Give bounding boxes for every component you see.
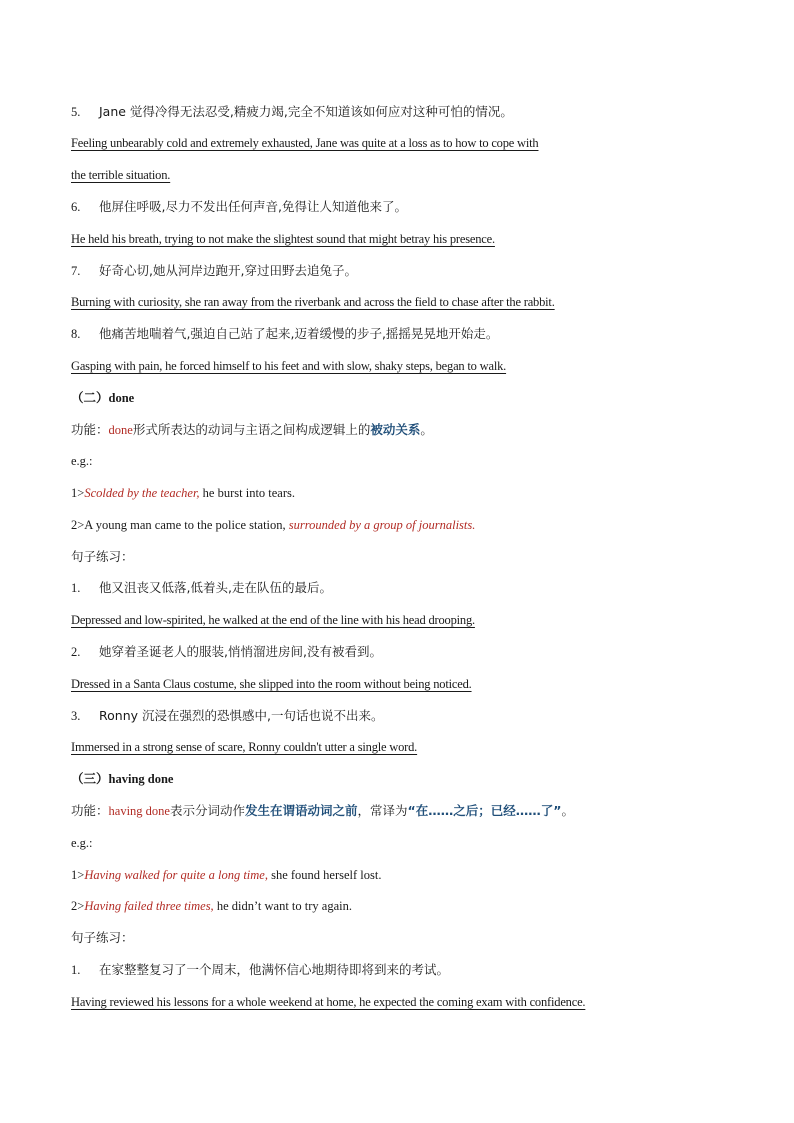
section-function-having-done: 功能：having done表示分词动作发生在谓语动词之前，常译为“在……之后；已经……了”。 (71, 803, 574, 818)
item-5-chinese: 5. Jane 觉得冷得无法忍受,精疲力竭,完全不知道该如何应对这种可怕的情况。 (71, 104, 513, 119)
done-item-2-chinese: 2. 她穿着圣诞老人的服装,悄悄溜进房间,没有被看到。 (71, 644, 382, 659)
item-7-chinese: 7. 好奇心切,她从河岸边跑开,穿过田野去追兔子。 (71, 263, 357, 278)
item-number: 5. (71, 105, 81, 119)
item-6-chinese: 6. 他屏住呼吸,尽力不发出任何声音,免得让人知道他来了。 (71, 199, 407, 214)
done-item-1-answer: Depressed and low-spirited, he walked at the end of the line with his head drooping. (71, 613, 475, 627)
item-number: 1. (71, 581, 81, 595)
item-number: 8. (71, 327, 81, 341)
eg-label: e.g.: (71, 454, 93, 468)
done-item-3-chinese: 3. Ronny 沉浸在强烈的恐惧感中,一句话也说不出来。 (71, 708, 384, 723)
item-number: 2. (71, 645, 81, 659)
eg-label: e.g.: (71, 836, 93, 850)
practice-label: 句子练习： (71, 930, 134, 945)
section-heading-done: （二）done (71, 390, 135, 405)
done-item-2-answer: Dressed in a Santa Claus costume, she slipped into the room without being noticed. (71, 677, 472, 691)
item-8-chinese: 8. 他痛苦地喘着气,强迫自己站了起来,迈着缓慢的步子,摇摇晃晃地开始走。 (71, 326, 499, 341)
item-number: 3. (71, 709, 81, 723)
example-2: 2>Having failed three times, he didn’t want to try again. (71, 899, 352, 913)
having-done-item-1-chinese: 1. 在家整整复习了一个周末，他满怀信心地期待即将到来的考试。 (71, 962, 450, 977)
item-5-answer-line-1: Feeling unbearably cold and extremely exhausted, Jane was quite at a loss as to how to cope with (71, 136, 539, 150)
item-5-answer-line-2: the terrible situation. (71, 168, 171, 182)
having-done-item-1-answer: Having reviewed his lessons for a whole weekend at home, he expected the coming exam with confidence. (71, 995, 586, 1009)
item-8-answer: Gasping with pain, he forced himself to his feet and with slow, shaky steps, began to walk. (71, 359, 507, 373)
done-item-1-chinese: 1. 他又沮丧又低落,低着头,走在队伍的最后。 (71, 580, 332, 595)
item-number: 7. (71, 264, 81, 278)
item-7-answer: Burning with curiosity, she ran away from the riverbank and across the field to chase after the rabbit. (71, 295, 555, 309)
section-heading-having-done: （三）having done (71, 771, 174, 786)
practice-label: 句子练习： (71, 549, 134, 564)
item-number: 6. (71, 200, 81, 214)
item-6-answer: He held his breath, trying to not make the slightest sound that might betray his presence. (71, 232, 495, 246)
section-function-done: 功能：done形式所表达的动词与主语之间构成逻辑上的被动关系。 (71, 422, 433, 437)
done-item-3-answer: Immersed in a strong sense of scare, Ronny couldn't utter a single word. (71, 740, 418, 754)
example-1: 1>Having walked for quite a long time, she found herself lost. (71, 868, 382, 882)
item-number: 1. (71, 963, 81, 977)
example-1: 1>Scolded by the teacher, he burst into tears. (71, 486, 296, 500)
example-2: 2>A young man came to the police station, surrounded by a group of journalists. (71, 518, 476, 532)
